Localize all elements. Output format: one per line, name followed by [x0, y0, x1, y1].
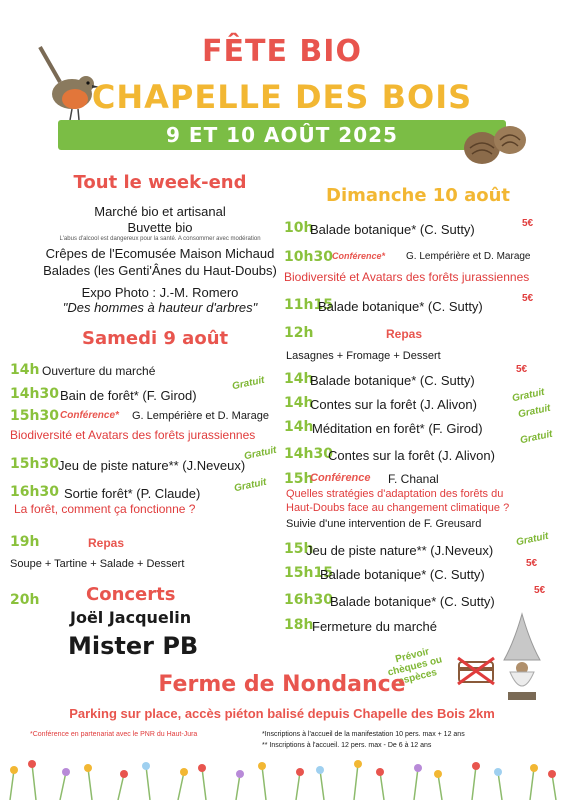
- sat-menu: Soupe + Tartine + Salade + Dessert: [10, 558, 185, 570]
- sat-event-5-subtitle: La forêt, comment ça fonctionne ?: [14, 502, 196, 516]
- pinecone-illustration: [458, 118, 530, 170]
- artist-2: Mister PB: [68, 632, 199, 660]
- sun-price-3: 5€: [522, 293, 534, 304]
- sun-event-6: Contes sur la forêt (J. Alivon): [310, 397, 477, 412]
- sun-event-3: Balade botanique* (C. Sutty): [318, 299, 483, 314]
- sat-event-4: Jeu de piste nature** (J.Neveux): [58, 458, 246, 473]
- sun-event-12: Balade botanique* (C. Sutty): [330, 594, 495, 609]
- sun-event-5: Balade botanique* (C. Sutty): [310, 373, 475, 388]
- sun-time-4: 12h: [284, 325, 314, 341]
- sun-event-9-subtitle-1: Quelles stratégies d'adaptation des forêts du: [286, 488, 504, 500]
- sat-repas-label: Repas: [88, 536, 125, 550]
- date-banner: [58, 120, 506, 150]
- sun-event-10: Jeu de piste nature** (J.Neveux): [306, 543, 494, 558]
- sun-conf-label-2: Conférence: [310, 472, 371, 484]
- sun-time-11: 15h15: [284, 565, 333, 581]
- parking-info: Parking sur place, accès piéton balisé depuis Chapelle des Bois 2km: [69, 706, 495, 721]
- sun-time-2: 10h30: [284, 249, 333, 265]
- sun-time-3: 11h15: [284, 297, 333, 313]
- sun-time-8: 14h30: [284, 446, 333, 462]
- concerts-label: Concerts: [86, 584, 176, 605]
- sun-event-9-follow: Suivie d'une intervention de F. Greusard: [286, 518, 482, 530]
- sun-price-1: 5€: [522, 218, 534, 229]
- sun-price-12: 5€: [534, 585, 546, 596]
- title-fete-bio: FÊTE BIO: [202, 34, 362, 69]
- saturday-heading: Samedi 9 août: [82, 328, 229, 349]
- sat-event-3-subtitle: Biodiversité et Avatars des forêts jurassiennes: [10, 428, 256, 442]
- sun-badge-8: Gratuit: [519, 428, 554, 447]
- sat-time-3: 15h30: [10, 408, 59, 424]
- venue-title: Ferme de Nondance: [158, 672, 406, 697]
- sun-event-8: Contes sur la forêt (J. Alivon): [328, 448, 495, 463]
- sat-time-4: 15h30: [10, 456, 59, 472]
- weekend-line-2: Buvette bio: [127, 220, 193, 235]
- sat-time-2: 14h30: [10, 386, 59, 402]
- sun-repas-label: Repas: [386, 327, 423, 341]
- sun-time-1: 10h: [284, 220, 314, 236]
- sun-time-6: 14h: [284, 395, 314, 411]
- sun-event-9-subtitle-2: Haut-Doubs face au changement climatique ?: [286, 502, 510, 514]
- expo-title: "Des hommes à hauteur d'arbres": [62, 300, 258, 315]
- sat-event-3: G. Lempérière et D. Marage: [132, 410, 269, 422]
- sun-price-5: 5€: [516, 364, 528, 375]
- sat-time-5: 16h30: [10, 484, 59, 500]
- flower-border-illustration: [0, 752, 564, 800]
- artist-1: Joël Jacquelin: [70, 608, 192, 627]
- sun-event-13: Fermeture du marché: [312, 619, 437, 634]
- sat-badge-5: Gratuit: [233, 476, 268, 495]
- sun-time-7: 14h: [284, 419, 314, 435]
- sun-badge-6: Gratuit: [511, 386, 546, 405]
- sun-time-9: 15h: [284, 471, 314, 487]
- sunday-heading: Dimanche 10 août: [326, 185, 511, 206]
- registration-note-2: ** Inscriptions à l'accueil. 12 pers. max - De 6 à 12 ans: [262, 742, 432, 749]
- sun-menu: Lasagnes + Fromage + Dessert: [286, 350, 441, 362]
- sun-conf-label: Conférence*: [332, 251, 386, 261]
- sun-event-7: Méditation en forêt* (F. Girod): [312, 421, 483, 436]
- sat-event-2: Bain de forêt* (F. Girod): [60, 388, 197, 403]
- sun-badge-7: Gratuit: [517, 402, 552, 421]
- expo-line: Expo Photo : J.-M. Romero: [81, 285, 239, 300]
- sun-event-11: Balade botanique* (C. Sutty): [320, 567, 485, 582]
- sun-event-9: F. Chanal: [388, 472, 439, 486]
- sun-time-5: 14h: [284, 371, 314, 387]
- sat-time-7: 20h: [10, 592, 40, 608]
- sat-badge-4: Gratuit: [243, 444, 278, 463]
- alcohol-note: L'abus d'alcool est dangereux pour la santé. A consommer avec modération: [59, 236, 261, 242]
- sat-conf-label: Conférence*: [60, 410, 119, 421]
- sun-event-1: Balade botanique* (C. Sutty): [310, 222, 475, 237]
- sat-time-1: 14h: [10, 362, 40, 378]
- sat-event-5: Sortie forêt* (P. Claude): [64, 486, 201, 501]
- payment-note: Prévoir chèques ou espèces: [386, 646, 444, 688]
- sun-event-2: G. Lempérière et D. Marage: [406, 251, 531, 262]
- weekend-line-1: Marché bio et artisanal: [94, 204, 226, 219]
- date-text: 9 ET 10 AOÛT 2025: [166, 123, 398, 147]
- weekend-heading: Tout le week-end: [73, 172, 247, 193]
- registration-note-1: *Inscriptions à l'accueil de la manifestation 10 pers. max + 12 ans: [262, 731, 465, 738]
- sat-badge-2: Gratuit: [231, 374, 266, 393]
- title-chapelle: CHAPELLE DES BOIS: [91, 78, 473, 116]
- weekend-line-3: Crêpes de l'Ecomusée Maison Michaud: [45, 246, 275, 261]
- sun-time-10: 15h: [284, 541, 314, 557]
- weekend-line-4: Balades (les Genti'Ânes du Haut-Doubs): [43, 263, 277, 278]
- sat-event-1: Ouverture du marché: [42, 364, 156, 378]
- sat-time-6: 19h: [10, 534, 40, 550]
- partnership-note: *Conférence en partenariat avec le PNR du Haut-Jura: [30, 731, 198, 738]
- sun-price-11: 5€: [526, 558, 538, 569]
- sun-event-2-subtitle: Biodiversité et Avatars des forêts jurassiennes: [284, 270, 530, 284]
- sun-time-12: 16h30: [284, 592, 333, 608]
- sun-badge-10: Gratuit: [515, 530, 550, 549]
- sun-time-13: 18h: [284, 617, 314, 633]
